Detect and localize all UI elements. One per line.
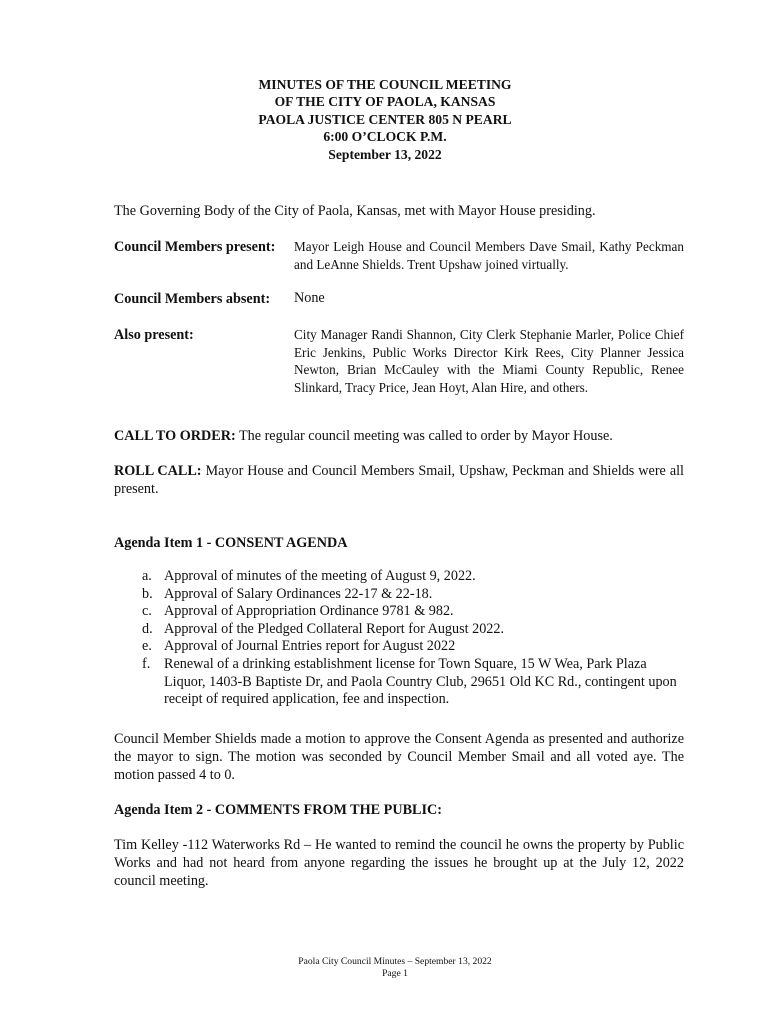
- call-to-order: [114, 427, 684, 445]
- header-line-2: OF THE CITY OF PAOLA, KANSAS: [274, 94, 496, 110]
- consent-motion-paragraph: Council Member Shields made a motion to approve the Consent Agenda as presented and authorize the mayor to sign. The motion was seconded by Council Member Smail and all voted aye. The motion passed 4 to 0.: [114, 731, 684, 783]
- consent-agenda-list: [142, 568, 687, 709]
- list-item-text: Approval of Journal Entries report for August 2022: [164, 638, 456, 655]
- list-item: [142, 638, 687, 656]
- list-item: [142, 621, 687, 639]
- list-item-text: Renewal of a drinking establishment license for Town Square, 15 W Wea, Park Plaza Liquor, 1403-B Baptiste Dr, and Paola Country Club, 29651 Old KC Rd., contingent upon receipt of required application, fee and inspection.: [164, 655, 677, 708]
- agenda-2-heading: Agenda Item 2 - COMMENTS FROM THE PUBLIC:: [114, 802, 443, 818]
- list-marker: f.: [142, 655, 151, 672]
- members-absent-value: None: [294, 290, 325, 306]
- header-line-4: 6:00 O’CLOCK P.M.: [323, 129, 447, 145]
- list-item: [142, 586, 687, 604]
- list-marker: b.: [142, 585, 153, 602]
- also-present-value: City Manager Randi Shannon, City Clerk Stephanie Marler, Police Chief Eric Jenkins, Public Works Director Kirk Rees, City Planner Jessica Newton, Brian McCauley with the Miami County Republic, Renee Slinkard, Tracy Price, Jean Hoyt, Alan Hire, and others.: [294, 327, 684, 395]
- members-present-label: Council Members present:: [114, 239, 276, 255]
- call-to-order-text: The regular council meeting was called to order by Mayor House.: [235, 428, 613, 444]
- also-present-label: Also present:: [114, 327, 194, 343]
- list-item-text: Approval of minutes of the meeting of August 9, 2022.: [164, 568, 476, 584]
- page-number: Page 1: [382, 968, 408, 979]
- page-footer: [0, 956, 770, 980]
- list-item-text: Approval of the Pledged Collateral Report for August 2022.: [164, 620, 505, 637]
- members-absent-label: Council Members absent:: [114, 291, 271, 307]
- list-marker: c.: [142, 603, 152, 620]
- public-comment-paragraph: Tim Kelley -112 Waterworks Rd – He wanted to remind the council he owns the property by Public Works and had not heard from anyone regarding the issues he brought up at the July 12, 2022 council meeting.: [114, 837, 684, 889]
- list-marker: e.: [142, 638, 152, 655]
- header-line-3: PAOLA JUSTICE CENTER 805 N PEARL: [258, 111, 512, 127]
- agenda-1-heading: Agenda Item 1 - CONSENT AGENDA: [114, 535, 348, 551]
- list-item: [142, 568, 687, 586]
- members-present-row: [114, 238, 684, 278]
- also-present-row: [114, 326, 684, 398]
- header-line-1: MINUTES OF THE COUNCIL MEETING: [258, 77, 512, 92]
- call-to-order-label: CALL TO ORDER:: [114, 428, 236, 444]
- document-header: [0, 76, 770, 163]
- roll-call-text: Mayor House and Council Members Smail, Upshaw, Peckman and Shields were all present.: [114, 463, 685, 497]
- roll-call-label: ROLL CALL:: [114, 463, 202, 479]
- footer-title: Paola City Council Minutes – September 13, 2022: [298, 956, 492, 967]
- list-marker: a.: [142, 568, 152, 584]
- members-present-value: Mayor Leigh House and Council Members Dave Smail, Kathy Peckman and LeAnne Shields. Trent Upshaw joined virtually.: [294, 239, 684, 272]
- header-date: September 13, 2022: [328, 146, 442, 162]
- members-absent-row: [114, 290, 684, 310]
- list-item-text: Approval of Appropriation Ordinance 9781 & 982.: [164, 603, 454, 620]
- roll-call: [114, 462, 684, 498]
- intro-paragraph: The Governing Body of the City of Paola, Kansas, met with Mayor House presiding.: [114, 203, 596, 219]
- list-item: [142, 603, 687, 621]
- list-item: [142, 656, 687, 709]
- list-item-text: Approval of Salary Ordinances 22-17 & 22-18.: [164, 585, 433, 602]
- list-marker: d.: [142, 620, 153, 637]
